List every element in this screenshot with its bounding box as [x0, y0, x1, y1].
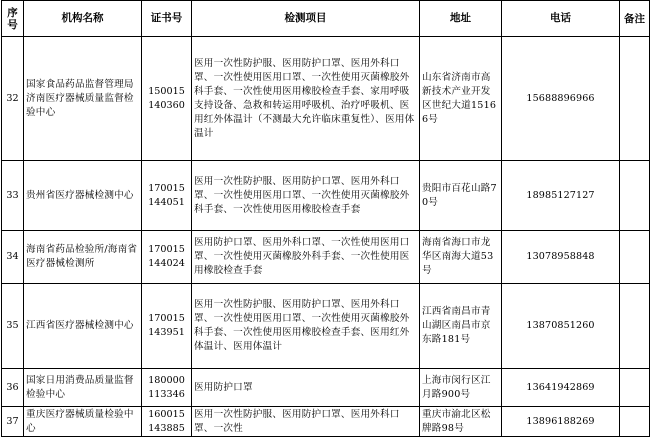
row-phone: 18985127127: [502, 161, 620, 231]
row-phone: 15688896966: [502, 37, 620, 161]
row-items: 医用一次性防护服、医用防护口罩、医用外科口罩、一次性: [192, 407, 420, 437]
row-cert: 170015 144024: [142, 231, 192, 284]
row-phone: 13078958848: [502, 231, 620, 284]
row-phone: 13641942869: [502, 369, 620, 407]
row-remark: [620, 284, 650, 369]
table-row: [2, 161, 650, 231]
row-cert: 170015 143951: [142, 284, 192, 369]
header-remark: 备注: [620, 1, 650, 37]
table-header-row: [2, 1, 650, 37]
table-row: [2, 284, 650, 369]
row-seq: 34: [2, 231, 24, 284]
row-seq: 35: [2, 284, 24, 369]
row-items: 医用一次性防护服、医用防护口罩、医用外科口罩、一次性使用医用口罩、一次性使用灭菌橡胶外科手套、一次性使用医用橡胶检查手套、家用呼吸支持设备、急救和转运用呼吸机、治疗呼吸机、医用红外体温计（不测最大允许临床重复性）、医用体温计: [192, 37, 420, 161]
row-items: 医用一次性防护服、医用防护口罩、医用外科口罩、一次性使用医用口罩、一次性使用灭菌橡胶外科手套、一次性使用医用橡胶检查手套: [192, 161, 420, 231]
row-addr: 海南省海口市龙华区南海大道53号: [420, 231, 502, 284]
row-items: 医用防护口罩、医用外科口罩、一次性使用医用口罩、一次性使用灭菌橡胶外科手套、一次性使用医用橡胶检查手套: [192, 231, 420, 284]
table-row: [2, 369, 650, 407]
row-seq: 33: [2, 161, 24, 231]
header-addr: 地址: [420, 1, 502, 37]
row-addr: 上海市闵行区江月路900号: [420, 369, 502, 407]
row-cert: 180000 113346: [142, 369, 192, 407]
table-row: [2, 407, 650, 437]
header-seq: 序号: [2, 1, 24, 37]
header-cert: 证书号: [142, 1, 192, 37]
header-phone: 电话: [502, 1, 620, 37]
row-addr: 山东省济南市高新技术产业开发区世纪大道15166号: [420, 37, 502, 161]
row-remark: [620, 407, 650, 437]
row-phone: 13896188269: [502, 407, 620, 437]
row-seq: 37: [2, 407, 24, 437]
table-row: [2, 37, 650, 161]
row-phone: 13870851260: [502, 284, 620, 369]
row-seq: 36: [2, 369, 24, 407]
inspection-institutions-table: [1, 0, 650, 437]
row-org: 国家日用消费品质量监督检验中心: [24, 369, 142, 407]
row-org: 贵州省医疗器械检测中心: [24, 161, 142, 231]
row-remark: [620, 161, 650, 231]
row-items: 医用防护口罩: [192, 369, 420, 407]
row-cert: 160015 143885: [142, 407, 192, 437]
header-org: 机构名称: [24, 1, 142, 37]
row-remark: [620, 369, 650, 407]
row-org: 重庆医疗器械质量检验中心: [24, 407, 142, 437]
row-org: 江西省医疗器械检测中心: [24, 284, 142, 369]
row-org: 国家食品药品监督管理局济南医疗器械质量监督检验中心: [24, 37, 142, 161]
row-cert: 150015 140360: [142, 37, 192, 161]
row-seq: 32: [2, 37, 24, 161]
header-items: 检测项目: [192, 1, 420, 37]
row-addr: 重庆市渝北区松牌路98号: [420, 407, 502, 437]
row-addr: 贵阳市百花山路70号: [420, 161, 502, 231]
row-org: 海南省药品检验所/海南省医疗器械检测所: [24, 231, 142, 284]
row-remark: [620, 37, 650, 161]
row-cert: 170015 144051: [142, 161, 192, 231]
row-remark: [620, 231, 650, 284]
table-row: [2, 231, 650, 284]
row-addr: 江西省南昌市青山湖区南昌市京东路181号: [420, 284, 502, 369]
row-items: 医用一次性防护服、医用防护口罩、医用外科口罩、一次性使用医用口罩、一次性使用灭菌橡胶外科手套、一次性使用医用橡胶检查手套、医用红外体温计、医用体温计: [192, 284, 420, 369]
